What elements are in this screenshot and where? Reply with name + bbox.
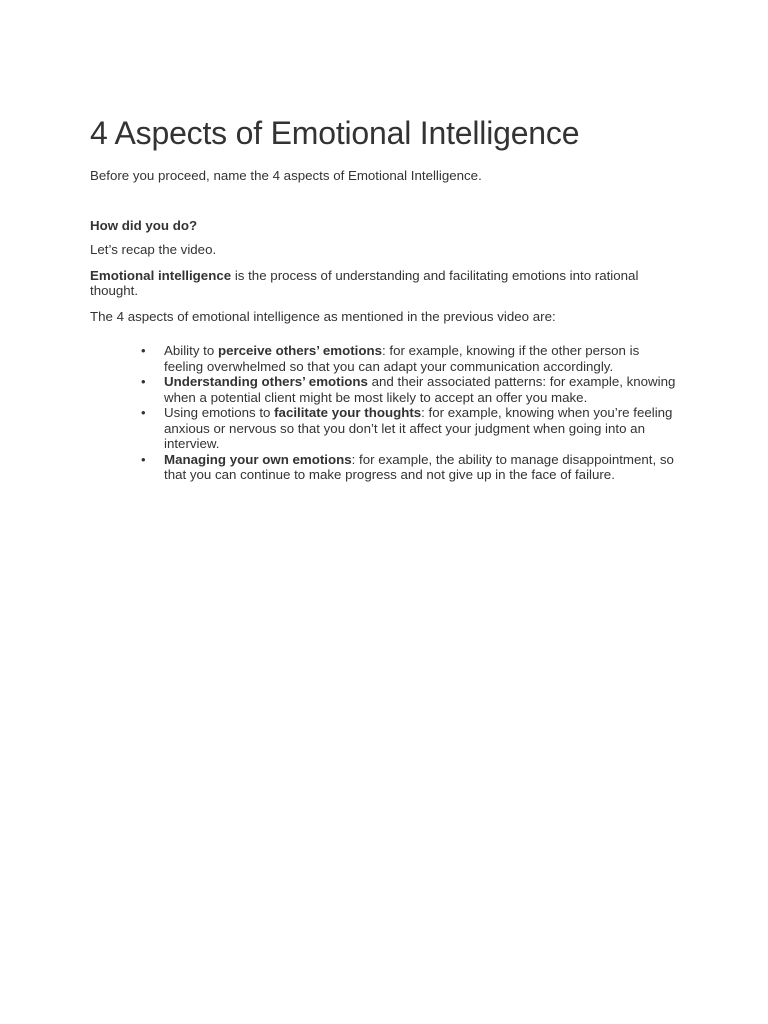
aspect-bold: facilitate your thoughts (274, 405, 422, 420)
list-intro-paragraph: The 4 aspects of emotional intelligence as mentioned in the previous video are: (90, 308, 556, 324)
aspect-bold: perceive others’ emotions (217, 343, 383, 358)
list-item (141, 343, 680, 374)
intro-paragraph: Before you proceed, name the 4 aspects of Emotional Intelligence. (90, 168, 482, 183)
definition-paragraph (90, 268, 680, 299)
aspect-text-before: Ability to (164, 343, 218, 358)
bullet-icon: • (141, 343, 146, 358)
aspect-bold: Managing your own emotions (164, 451, 352, 467)
aspect-text-after: and their associated patterns: for example, knowing when a potential client might be most likely to accept an offer you make. (164, 374, 676, 405)
page-title: 4 Aspects of Emotional Intelligence (90, 115, 580, 151)
aspect-text-after: : for example, the ability to manage disappointment, so that you can continue to make progress and not give up in the face of failure. (164, 451, 674, 482)
aspect-bold: Understanding others’ emotions (164, 374, 368, 389)
definition-text: is the process of understanding and facilitating emotions into rational thought. (90, 267, 639, 298)
document-page (90, 112, 680, 483)
definition-term: Emotional intelligence (90, 267, 232, 283)
aspect-text-before: Using emotions to (164, 405, 275, 420)
list-item (141, 405, 680, 452)
list-item (141, 374, 680, 405)
bullet-icon: • (141, 374, 146, 389)
bullet-icon: • (141, 451, 146, 467)
recap-paragraph: Let’s recap the video. (90, 242, 217, 257)
aspect-text-after: : for example, knowing when you’re feeling anxious or nervous so that you don’t let it affect your judgment when going into an interview. (164, 405, 673, 451)
section-heading: How did you do? (90, 217, 198, 233)
bullet-icon: • (141, 405, 146, 420)
aspect-text-after: : for example, knowing if the other person is feeling overwhelmed so that you can adapt your communication accordingly. (164, 343, 640, 374)
list-item (141, 451, 680, 483)
aspects-list (90, 343, 680, 483)
